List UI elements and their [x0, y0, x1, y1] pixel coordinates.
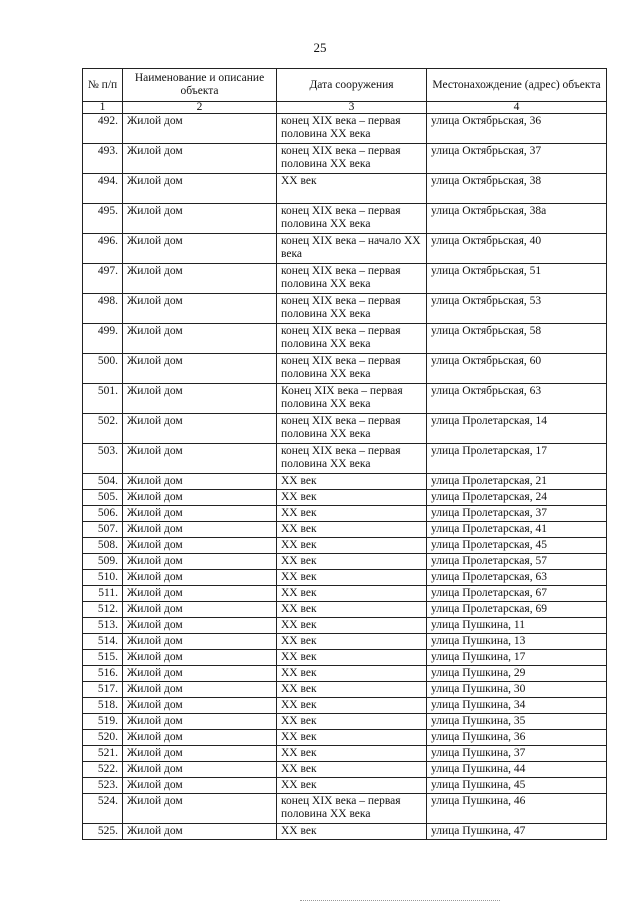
- construction-date-cell: конец XIX века – первая половина XX века: [277, 444, 427, 474]
- object-address-cell: улица Октябрьская, 38: [427, 174, 607, 204]
- object-name-cell: Жилой дом: [123, 698, 277, 714]
- row-number-cell: 520.: [83, 730, 123, 746]
- object-name-cell: Жилой дом: [123, 324, 277, 354]
- table-row: [83, 324, 607, 354]
- construction-date-cell: XX век: [277, 746, 427, 762]
- object-name-cell: Жилой дом: [123, 264, 277, 294]
- construction-date-cell: конец XIX века – первая половина XX века: [277, 114, 427, 144]
- row-number-cell: 510.: [83, 570, 123, 586]
- object-address-cell: улица Пушкина, 17: [427, 650, 607, 666]
- object-address-cell: улица Пушкина, 11: [427, 618, 607, 634]
- column-number-row: [83, 102, 607, 114]
- construction-date-cell: XX век: [277, 730, 427, 746]
- table-row: [83, 506, 607, 522]
- object-address-cell: улица Пролетарская, 14: [427, 414, 607, 444]
- table-row: [83, 634, 607, 650]
- row-number-cell: 519.: [83, 714, 123, 730]
- table-row: [83, 778, 607, 794]
- table-row: [83, 204, 607, 234]
- construction-date-cell: XX век: [277, 538, 427, 554]
- object-address-cell: улица Пушкина, 30: [427, 682, 607, 698]
- table-row: [83, 666, 607, 682]
- construction-date-cell: XX век: [277, 698, 427, 714]
- row-number-cell: 522.: [83, 762, 123, 778]
- object-name-cell: Жилой дом: [123, 778, 277, 794]
- object-address-cell: улица Пролетарская, 67: [427, 586, 607, 602]
- object-address-cell: улица Пролетарская, 24: [427, 490, 607, 506]
- object-address-cell: улица Пушкина, 37: [427, 746, 607, 762]
- object-name-cell: Жилой дом: [123, 586, 277, 602]
- table-row: [83, 538, 607, 554]
- object-address-cell: улица Пушкина, 47: [427, 824, 607, 840]
- object-address-cell: улица Октябрьская, 38а: [427, 204, 607, 234]
- construction-date-cell: XX век: [277, 682, 427, 698]
- object-name-cell: Жилой дом: [123, 682, 277, 698]
- object-name-cell: Жилой дом: [123, 114, 277, 144]
- table-row: [83, 354, 607, 384]
- table-row: [83, 650, 607, 666]
- row-number-cell: 518.: [83, 698, 123, 714]
- table-row: [83, 824, 607, 840]
- construction-date-cell: XX век: [277, 666, 427, 682]
- table-row: [83, 602, 607, 618]
- row-number-cell: 513.: [83, 618, 123, 634]
- row-number-cell: 525.: [83, 824, 123, 840]
- object-name-cell: Жилой дом: [123, 762, 277, 778]
- construction-date-cell: XX век: [277, 474, 427, 490]
- row-number-cell: 499.: [83, 324, 123, 354]
- header-name: Наименование и описание объекта: [123, 69, 277, 102]
- heritage-objects-table: [82, 68, 607, 840]
- object-address-cell: улица Пролетарская, 45: [427, 538, 607, 554]
- construction-date-cell: XX век: [277, 778, 427, 794]
- object-address-cell: улица Октябрьская, 37: [427, 144, 607, 174]
- object-name-cell: Жилой дом: [123, 234, 277, 264]
- table-header-row: [83, 69, 607, 102]
- table-row: [83, 746, 607, 762]
- row-number-cell: 493.: [83, 144, 123, 174]
- object-name-cell: Жилой дом: [123, 490, 277, 506]
- table-row: [83, 490, 607, 506]
- object-address-cell: улица Октябрьская, 36: [427, 114, 607, 144]
- column-number: 4: [427, 102, 607, 114]
- object-address-cell: улица Октябрьская, 40: [427, 234, 607, 264]
- object-address-cell: улица Пролетарская, 57: [427, 554, 607, 570]
- object-address-cell: улица Пушкина, 35: [427, 714, 607, 730]
- construction-date-cell: XX век: [277, 602, 427, 618]
- table-row: [83, 730, 607, 746]
- table-row: [83, 384, 607, 414]
- construction-date-cell: конец XIX века – первая половина XX века: [277, 414, 427, 444]
- object-address-cell: улица Пушкина, 46: [427, 794, 607, 824]
- construction-date-cell: конец XIX века – первая половина XX века: [277, 144, 427, 174]
- object-name-cell: Жилой дом: [123, 714, 277, 730]
- construction-date-cell: Конец XIX века – первая половина XX века: [277, 384, 427, 414]
- object-name-cell: Жилой дом: [123, 618, 277, 634]
- header-num: № п/п: [83, 69, 123, 102]
- object-address-cell: улица Пушкина, 44: [427, 762, 607, 778]
- object-name-cell: Жилой дом: [123, 650, 277, 666]
- object-name-cell: Жилой дом: [123, 144, 277, 174]
- table-row: [83, 414, 607, 444]
- table-row: [83, 682, 607, 698]
- row-number-cell: 506.: [83, 506, 123, 522]
- object-name-cell: Жилой дом: [123, 174, 277, 204]
- construction-date-cell: конец XIX века – первая половина XX века: [277, 794, 427, 824]
- object-name-cell: Жилой дом: [123, 294, 277, 324]
- object-name-cell: Жилой дом: [123, 384, 277, 414]
- object-name-cell: Жилой дом: [123, 794, 277, 824]
- construction-date-cell: XX век: [277, 618, 427, 634]
- table-row: [83, 586, 607, 602]
- table-row: [83, 698, 607, 714]
- object-name-cell: Жилой дом: [123, 414, 277, 444]
- construction-date-cell: XX век: [277, 506, 427, 522]
- row-number-cell: 517.: [83, 682, 123, 698]
- construction-date-cell: конец XIX века – первая половина XX века: [277, 294, 427, 324]
- object-address-cell: улица Пролетарская, 63: [427, 570, 607, 586]
- row-number-cell: 504.: [83, 474, 123, 490]
- object-address-cell: улица Пушкина, 36: [427, 730, 607, 746]
- row-number-cell: 521.: [83, 746, 123, 762]
- object-address-cell: улица Октябрьская, 51: [427, 264, 607, 294]
- table-row: [83, 144, 607, 174]
- construction-date-cell: XX век: [277, 714, 427, 730]
- construction-date-cell: конец XIX века – первая половина XX века: [277, 264, 427, 294]
- column-number: 2: [123, 102, 277, 114]
- construction-date-cell: XX век: [277, 554, 427, 570]
- object-name-cell: Жилой дом: [123, 746, 277, 762]
- object-address-cell: улица Пролетарская, 17: [427, 444, 607, 474]
- table-row: [83, 522, 607, 538]
- construction-date-cell: XX век: [277, 586, 427, 602]
- row-number-cell: 512.: [83, 602, 123, 618]
- object-name-cell: Жилой дом: [123, 634, 277, 650]
- table-row: [83, 114, 607, 144]
- row-number-cell: 514.: [83, 634, 123, 650]
- object-address-cell: улица Пролетарская, 41: [427, 522, 607, 538]
- table-row: [83, 264, 607, 294]
- table-row: [83, 294, 607, 324]
- table-row: [83, 570, 607, 586]
- object-address-cell: улица Октябрьская, 58: [427, 324, 607, 354]
- row-number-cell: 497.: [83, 264, 123, 294]
- row-number-cell: 524.: [83, 794, 123, 824]
- row-number-cell: 516.: [83, 666, 123, 682]
- column-number: 1: [83, 102, 123, 114]
- table-row: [83, 234, 607, 264]
- header-address: Местонахождение (адрес) объекта: [427, 69, 607, 102]
- construction-date-cell: конец XIX века – первая половина XX века: [277, 204, 427, 234]
- object-address-cell: улица Пушкина, 34: [427, 698, 607, 714]
- object-address-cell: улица Пушкина, 45: [427, 778, 607, 794]
- row-number-cell: 496.: [83, 234, 123, 264]
- table-row: [83, 794, 607, 824]
- row-number-cell: 502.: [83, 414, 123, 444]
- row-number-cell: 503.: [83, 444, 123, 474]
- row-number-cell: 501.: [83, 384, 123, 414]
- object-name-cell: Жилой дом: [123, 824, 277, 840]
- table-row: [83, 554, 607, 570]
- construction-date-cell: XX век: [277, 522, 427, 538]
- construction-date-cell: XX век: [277, 570, 427, 586]
- row-number-cell: 515.: [83, 650, 123, 666]
- object-address-cell: улица Пролетарская, 69: [427, 602, 607, 618]
- row-number-cell: 505.: [83, 490, 123, 506]
- table-row: [83, 714, 607, 730]
- row-number-cell: 500.: [83, 354, 123, 384]
- page-bottom-rule: [300, 900, 500, 901]
- object-name-cell: Жилой дом: [123, 602, 277, 618]
- object-name-cell: Жилой дом: [123, 522, 277, 538]
- construction-date-cell: конец XIX века – первая половина XX века: [277, 354, 427, 384]
- object-name-cell: Жилой дом: [123, 474, 277, 490]
- object-name-cell: Жилой дом: [123, 666, 277, 682]
- table-row: [83, 618, 607, 634]
- object-address-cell: улица Пушкина, 13: [427, 634, 607, 650]
- row-number-cell: 523.: [83, 778, 123, 794]
- construction-date-cell: конец XIX века – начало XX века: [277, 234, 427, 264]
- construction-date-cell: XX век: [277, 634, 427, 650]
- object-address-cell: улица Октябрьская, 60: [427, 354, 607, 384]
- row-number-cell: 494.: [83, 174, 123, 204]
- row-number-cell: 508.: [83, 538, 123, 554]
- row-number-cell: 495.: [83, 204, 123, 234]
- object-address-cell: улица Октябрьская, 53: [427, 294, 607, 324]
- object-name-cell: Жилой дом: [123, 570, 277, 586]
- construction-date-cell: XX век: [277, 174, 427, 204]
- object-name-cell: Жилой дом: [123, 730, 277, 746]
- construction-date-cell: XX век: [277, 650, 427, 666]
- table-body: [83, 114, 607, 840]
- object-name-cell: Жилой дом: [123, 204, 277, 234]
- construction-date-cell: XX век: [277, 824, 427, 840]
- column-number: 3: [277, 102, 427, 114]
- row-number-cell: 498.: [83, 294, 123, 324]
- object-name-cell: Жилой дом: [123, 506, 277, 522]
- object-address-cell: улица Пушкина, 29: [427, 666, 607, 682]
- table-row: [83, 174, 607, 204]
- header-date: Дата сооружения: [277, 69, 427, 102]
- construction-date-cell: XX век: [277, 762, 427, 778]
- object-address-cell: улица Пролетарская, 21: [427, 474, 607, 490]
- row-number-cell: 511.: [83, 586, 123, 602]
- object-name-cell: Жилой дом: [123, 554, 277, 570]
- construction-date-cell: XX век: [277, 490, 427, 506]
- table-row: [83, 474, 607, 490]
- object-name-cell: Жилой дом: [123, 354, 277, 384]
- construction-date-cell: конец XIX века – первая половина XX века: [277, 324, 427, 354]
- table-row: [83, 762, 607, 778]
- table-row: [83, 444, 607, 474]
- object-address-cell: улица Пролетарская, 37: [427, 506, 607, 522]
- page-number: 25: [313, 40, 327, 55]
- row-number-cell: 509.: [83, 554, 123, 570]
- object-address-cell: улица Октябрьская, 63: [427, 384, 607, 414]
- object-name-cell: Жилой дом: [123, 538, 277, 554]
- row-number-cell: 507.: [83, 522, 123, 538]
- row-number-cell: 492.: [83, 114, 123, 144]
- object-name-cell: Жилой дом: [123, 444, 277, 474]
